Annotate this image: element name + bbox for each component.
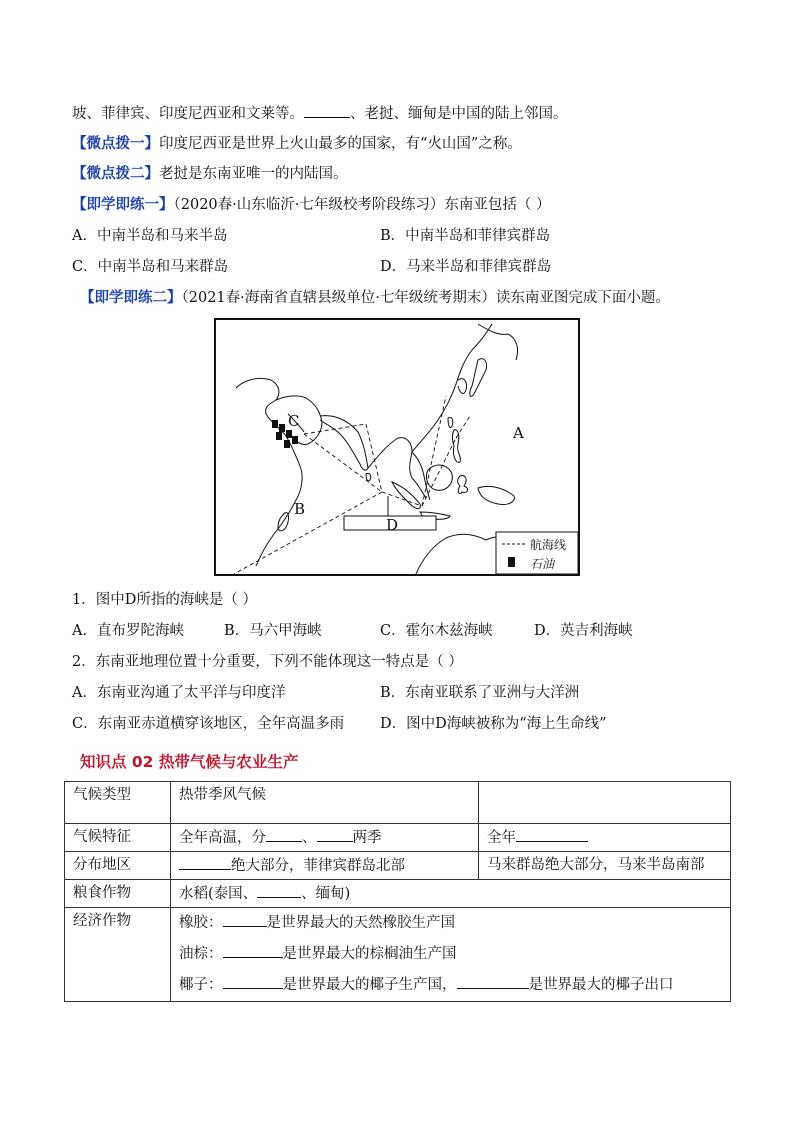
tip-1-text: 印度尼西亚是世界上火山最多的国家，有“火山国”之称。 <box>159 136 522 152</box>
exercise-1-stem <box>72 195 550 215</box>
row-label: 粮食作物 <box>65 880 171 908</box>
question-1-stem: 1．图中D所指的海峡是（ ） <box>72 592 257 608</box>
question-2-stem: 2．东南亚地理位置十分重要，下列不能体现这一特点是（ ） <box>72 654 463 670</box>
exercise-2-source: （2021春·海南省直辖县级单位·七年级统考期末）读东南亚图完成下面小题。 <box>181 290 670 306</box>
shipping-routes <box>234 396 470 574</box>
table-cell: 热带季风气候 <box>171 782 479 824</box>
tip-2 <box>72 164 348 184</box>
cell-text: 是世界最大的椰子生产国， <box>282 977 457 993</box>
cell-text: 椰子： <box>179 977 223 993</box>
section-heading: 知识点 02 热带气候与农业生产 <box>80 753 299 771</box>
new-guinea <box>478 486 514 504</box>
china-coastline <box>412 324 492 452</box>
exercise-1-option-a: A．中南半岛和马来半岛 <box>72 228 228 244</box>
row-label: 气候特征 <box>65 824 171 852</box>
row-label: 经济作物 <box>65 908 171 1002</box>
table-row <box>65 908 731 1002</box>
question-1-option-a: A．直布罗陀海峡 <box>72 623 184 639</box>
korea <box>458 379 467 394</box>
intro-text-a: 坡、菲律宾、印度尼西亚和文莱等。 <box>72 106 304 122</box>
answer-blank <box>266 827 302 842</box>
legend-oil-icon <box>508 557 515 567</box>
answer-blank <box>223 943 283 958</box>
cell-text: 油棕： <box>179 946 223 962</box>
question-2-option-d: D．图中D海峡被称为“海上生命线” <box>380 716 607 732</box>
sumatra <box>392 482 420 509</box>
map-label-b: B <box>294 500 306 518</box>
exercise-1-source: （2020春·山东临沂·七年级校考阶段练习）东南亚包括（ ） <box>173 197 551 213</box>
tip-1 <box>72 134 522 154</box>
table-cell <box>479 824 731 852</box>
table-row <box>65 880 731 908</box>
map-label-a: A <box>513 424 524 442</box>
tip-2-tag: 【微点拨二】 <box>72 165 159 182</box>
oil-icon <box>272 420 278 428</box>
map-graphic <box>216 320 578 574</box>
map-label-c: C <box>288 412 300 430</box>
answer-blank <box>304 103 350 118</box>
table-cell <box>171 880 731 908</box>
exercise-2-stem <box>80 288 670 308</box>
northeast-coastline <box>478 324 518 360</box>
question-1-option-c: C．霍尔木兹海峡 <box>380 623 493 639</box>
legend-route-label: 航海线 <box>530 538 567 552</box>
question-2-option-b: B．东南亚联系了亚洲与大洋洲 <box>380 685 580 701</box>
cell-text: 、缅甸) <box>301 886 351 902</box>
exercise-1-option-b: B．中南半岛和菲律宾群岛 <box>380 228 551 244</box>
answer-blank <box>179 855 231 870</box>
cell-text: 是世界最大的棕榈油生产国 <box>282 946 457 962</box>
japan <box>470 359 487 397</box>
cell-text: 全年 <box>487 830 516 846</box>
question-1-option-b: B．马六甲海峡 <box>224 623 322 639</box>
cell-text: 绝大部分，菲律宾群岛北部 <box>231 858 405 874</box>
answer-blank <box>257 883 301 898</box>
cell-text: 全年高温，分 <box>179 830 266 846</box>
cell-text: 两季 <box>352 830 382 846</box>
oil-icon <box>292 436 298 444</box>
tip-2-text: 老挝是东南亚唯一的内陆国。 <box>159 166 348 182</box>
oil-icon <box>286 430 292 438</box>
map-label-d: D <box>386 516 399 534</box>
answer-blank <box>317 827 353 842</box>
cell-text: 是世界最大的天然橡胶生产国 <box>266 915 455 931</box>
oil-icon <box>284 440 290 448</box>
crop-item-coconut <box>179 970 722 1001</box>
malay-peninsula <box>412 452 430 500</box>
answer-blank <box>516 827 588 842</box>
southeast-asia-map <box>214 318 580 576</box>
table-cell <box>171 852 479 880</box>
question-1-option-d: D．英吉利海峡 <box>534 623 633 639</box>
cell-text: 水稻(泰国、 <box>179 886 258 902</box>
answer-blank <box>223 912 267 927</box>
cell-text: 橡胶： <box>179 915 223 931</box>
table-row <box>65 824 731 852</box>
india-coastline <box>320 416 368 470</box>
table-cell <box>479 782 731 824</box>
sulawesi <box>458 476 468 494</box>
exercise-2-tag: 【即学即练二】 <box>80 289 182 306</box>
table-cell <box>171 908 731 1002</box>
table-cell <box>171 824 479 852</box>
table-row <box>65 852 731 880</box>
taiwan <box>448 417 453 427</box>
oil-icon <box>279 424 285 432</box>
africa-coastline <box>236 378 302 566</box>
exercise-1-tag: 【即学即练一】 <box>72 196 174 213</box>
legend-oil-label: 石油 <box>530 557 555 571</box>
oil-icon <box>276 432 282 440</box>
cell-text: 是世界最大的椰子出口 <box>528 977 674 993</box>
climate-agriculture-table <box>64 781 731 1002</box>
cell-text: 、 <box>302 830 317 846</box>
exercise-1-option-c: C．中南半岛和马来群岛 <box>72 259 229 275</box>
crop-item-rubber <box>179 908 722 939</box>
intro-text-b: 、老挝、缅甸是中国的陆上邻国。 <box>350 106 568 122</box>
table-cell: 马来群岛绝大部分，马来半岛南部 <box>479 852 731 880</box>
table-row <box>65 782 731 824</box>
philippines <box>453 430 461 463</box>
row-label: 气候类型 <box>65 782 171 824</box>
exercise-1-option-d: D．马来半岛和菲律宾群岛 <box>380 259 552 275</box>
answer-blank <box>223 974 283 989</box>
question-2-option-c: C．东南亚赤道横穿该地区，全年高温多雨 <box>72 716 345 732</box>
question-2-option-a: A．东南亚沟通了太平洋与印度洋 <box>72 685 286 701</box>
answer-blank <box>457 974 529 989</box>
row-label: 分布地区 <box>65 852 171 880</box>
crop-item-oil-palm <box>179 939 722 970</box>
sri-lanka <box>366 473 371 480</box>
intro-line-1 <box>72 103 568 124</box>
tip-1-tag: 【微点拨一】 <box>72 135 159 152</box>
